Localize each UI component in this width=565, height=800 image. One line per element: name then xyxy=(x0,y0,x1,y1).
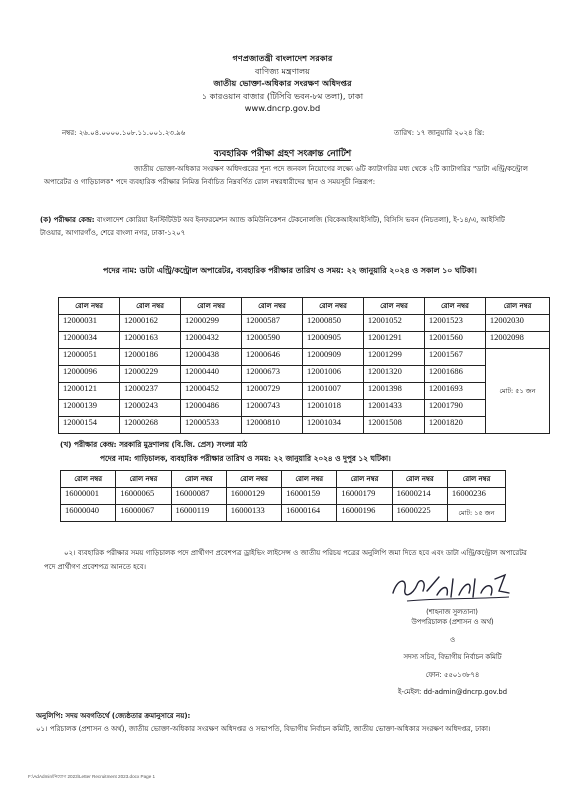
roll-number-cell: 12001790 xyxy=(424,400,485,417)
roll-number-cell: 12000186 xyxy=(119,349,180,366)
column-header: রোল নম্বর xyxy=(337,471,392,488)
column-header: রোল নম্বর xyxy=(171,471,226,488)
roll-number-cell: 12001006 xyxy=(302,366,363,383)
roll-number-cell: 12000486 xyxy=(180,400,241,417)
roll-number-cell: 12000139 xyxy=(59,400,120,417)
column-header: রোল নম্বর xyxy=(363,298,424,315)
roll-number-cell: 12000121 xyxy=(59,383,120,400)
column-header: রোল নম্বর xyxy=(59,298,120,315)
roll-number-cell: 16000196 xyxy=(337,505,392,522)
roll-number-cell: 12001560 xyxy=(424,332,485,349)
roll-number-cell: 12001052 xyxy=(363,315,424,332)
total-count: মোট: ৫১ জন xyxy=(485,349,549,434)
section-b-post: পদের নাম: গাড়িচালক, ব্যবহারিক পরীক্ষার তারিখ ও সময়: ২২ জানুয়ারি ২০২৪ ও দুপুর ১২ ঘটিকা। xyxy=(100,454,391,463)
notice-subject xyxy=(0,146,565,161)
roll-number-cell: 16000164 xyxy=(282,505,337,522)
signer-role: সদস্য সচিব, বিভাগীয় নির্বাচন কমিটি xyxy=(403,653,502,661)
roll-number-cell: 12002098 xyxy=(485,332,549,349)
roll-number-cell: 16000087 xyxy=(171,488,226,505)
department-website: www.dncrp.gov.bd xyxy=(244,103,321,113)
roll-number-cell: 12001567 xyxy=(424,349,485,366)
roll-number-cell: 12001320 xyxy=(363,366,424,383)
column-header: রোল নম্বর xyxy=(447,471,505,488)
roll-number-cell: 16000214 xyxy=(392,488,447,505)
column-header: রোল নম্বর xyxy=(302,298,363,315)
signer-designation: উপপরিচালক (প্রশাসন ও অর্থ) xyxy=(411,618,494,626)
signer-phone: ফোন: ৫৫০১৩৮৭৪ xyxy=(425,670,480,679)
department-address: ১ কারওয়ান বাজার (টিসিবি ভবন-৮ম তলা), ঢাকা xyxy=(201,90,364,101)
signer-name: (শাহনাজ সুলতানা) xyxy=(426,608,478,616)
roll-number-cell: 16000001 xyxy=(61,488,116,505)
signer-details xyxy=(360,614,545,702)
roll-number-cell: 12000051 xyxy=(59,349,120,366)
roll-number-cell: 12001299 xyxy=(363,349,424,366)
roll-number-cell: 12001007 xyxy=(302,383,363,400)
roll-number-cell: 12000743 xyxy=(241,400,302,417)
table-header-row xyxy=(59,298,550,315)
roll-number-cell: 12001291 xyxy=(363,332,424,349)
roll-number-cell: 12000673 xyxy=(241,366,302,383)
roll-number-cell: 12000229 xyxy=(119,366,180,383)
table-row xyxy=(59,383,550,400)
roll-number-cell: 12000909 xyxy=(302,349,363,366)
roll-number-cell: 12000905 xyxy=(302,332,363,349)
letterhead xyxy=(0,52,565,115)
roll-number-cell: 12001398 xyxy=(363,383,424,400)
document-footer: F:\AdAdmin\নিয়োগ 2023\Letter Recruitment 2023.docx Page 1 xyxy=(28,774,156,779)
ministry-name: বাণিজ্য মন্ত্রণালয় xyxy=(254,65,310,76)
signature-area xyxy=(377,571,527,619)
roll-number-cell: 12000034 xyxy=(59,332,120,349)
table-row xyxy=(59,332,550,349)
roll-number-cell: 12000438 xyxy=(180,349,241,366)
roll-number-cell: 12000587 xyxy=(241,315,302,332)
roll-number-cell: 12000162 xyxy=(119,315,180,332)
copy-list xyxy=(36,710,536,736)
roll-number-cell: 16000119 xyxy=(171,505,226,522)
roll-number-cell: 16000159 xyxy=(282,488,337,505)
total-count: মোট: ১৫ জন xyxy=(447,505,505,522)
copy-item: ০১। পরিচালক (প্রশাসন ও অর্থ), জাতীয় ভোক্তা-অধিকার সংরক্ষণ অধিদপ্তর ও সভাপতি, বিভাগীয় নির্বাচন কমিটি, জাতীয় ভোক্তা-অধিকার সংরক্ষণ অধিদপ্তর, ঢাকা। xyxy=(36,725,491,733)
roll-number-cell: 12000299 xyxy=(180,315,241,332)
section-a-label: (ক) পরীক্ষার কেন্দ্র: xyxy=(40,216,95,224)
column-header: রোল নম্বর xyxy=(119,298,180,315)
intro-paragraph: জাতীয় ভোক্তা-অধিকার সংরক্ষণ অধিদপ্তরের শূন্য পদে জনবল নিয়োগের লক্ষ্যে ৬টি ক্যাটাগরির মধ্য থেকে ২টি ক্যাটাগরির "ডাটা এন্ট্রি/কন্ট্রোল অপারেটর ও গাড়িচালক" পদে ব্যবহারিক পরীক্ষার নিমিত্ত নির্বাচিত নিম্নবর্ণিত রোল নম্বরধারীদের স্থান ও সময়সূচী নিম্নরূপ: xyxy=(44,165,528,186)
roll-number-cell: 12001508 xyxy=(363,417,424,434)
roll-number-cell: 16000040 xyxy=(61,505,116,522)
signer-and: ও xyxy=(449,635,455,644)
instruction-note: ০২। ব্যবহারিক পরীক্ষার সময় গাড়িচালক পদে প্রার্থীগণ প্রবেশপত্র ড্রাইভিং লাইসেন্স ও জাতীয় পরিচয় পত্রের অনুলিপি জমা দিতে হবে এবং ডাটা এন্ট্রি/কন্ট্রোল অপারেটর পদে প্রার্থীগণ প্রবেশপত্র আনতে হবে। xyxy=(44,549,527,571)
column-header: রোল নম্বর xyxy=(61,471,116,488)
section-a-centre xyxy=(40,214,530,240)
column-header: রোল নম্বর xyxy=(485,298,549,315)
subject-text: ব্যবহারিক পরীক্ষা গ্রহণ সংক্রান্ত নোটিশ xyxy=(213,149,352,159)
section-a-post: পদের নাম: ডাটা এন্ট্রি/কন্ট্রোল অপারেটর, ব্যবহারিক পরীক্ষার তারিখ ও সময়: ২২ জানুয়ারি ২০২৪ ও সকাল ১০ ঘটিকা। xyxy=(103,266,477,275)
roll-number-cell: 16000065 xyxy=(116,488,171,505)
roll-number-cell: 12000850 xyxy=(302,315,363,332)
roll-number-cell: 12000154 xyxy=(59,417,120,434)
table-row xyxy=(59,400,550,417)
roll-number-cell: 16000236 xyxy=(447,488,505,505)
roll-number-cell: 12001433 xyxy=(363,400,424,417)
roll-number-cell: 12000432 xyxy=(180,332,241,349)
roll-number-cell: 12001820 xyxy=(424,417,485,434)
roll-number-cell: 12001693 xyxy=(424,383,485,400)
section-b-centre: (খ) পরীক্ষার কেন্দ্র: সরকারি মুদ্রণালয় (বি.জি. প্রেস) সংলগ্ন মাঠ xyxy=(60,440,248,449)
column-header: রোল নম্বর xyxy=(116,471,171,488)
roll-number-cell: 16000133 xyxy=(226,505,281,522)
column-header: রোল নম্বর xyxy=(424,298,485,315)
roll-number-cell: 12001523 xyxy=(424,315,485,332)
table-row xyxy=(59,315,550,332)
table-row xyxy=(59,349,550,366)
signer-email: ই-মেইল: dd-admin@dncrp.gov.bd xyxy=(397,688,508,696)
table-row xyxy=(59,417,550,434)
roll-number-cell: 16000179 xyxy=(337,488,392,505)
roll-number-cell: 12000243 xyxy=(119,400,180,417)
table-header-row xyxy=(61,471,506,488)
column-header: রোল নম্বর xyxy=(282,471,337,488)
roll-number-cell: 16000067 xyxy=(116,505,171,522)
roll-number-cell: 12000646 xyxy=(241,349,302,366)
roll-number-cell: 16000225 xyxy=(392,505,447,522)
govt-name: গণপ্রজাতন্ত্রী বাংলাদেশ সরকার xyxy=(232,53,333,63)
roll-number-cell: 12000237 xyxy=(119,383,180,400)
roll-number-cell: 12000031 xyxy=(59,315,120,332)
roll-number-cell: 16000129 xyxy=(226,488,281,505)
roll-number-cell: 12001034 xyxy=(302,417,363,434)
memo-number: নম্বর: ২৬.০৪.০০০০.১০৮.১১.০০১.২৩.৯৬ xyxy=(62,129,186,137)
table-row xyxy=(59,366,550,383)
roll-number-cell: 12000729 xyxy=(241,383,302,400)
department-name: জাতীয় ভোক্তা-অধিকার সংরক্ষণ অধিদপ্তর xyxy=(213,78,352,88)
roll-number-cell: 12000590 xyxy=(241,332,302,349)
roll-number-cell: 12001686 xyxy=(424,366,485,383)
roll-number-cell: 12002030 xyxy=(485,315,549,332)
column-header: রোল নম্বর xyxy=(241,298,302,315)
table-row xyxy=(61,505,506,522)
column-header: রোল নম্বর xyxy=(226,471,281,488)
column-header: রোল নম্বর xyxy=(392,471,447,488)
roll-number-cell: 12000268 xyxy=(119,417,180,434)
roll-number-cell: 12000096 xyxy=(59,366,120,383)
roll-number-cell: 12000810 xyxy=(241,417,302,434)
roll-table-data-entry xyxy=(58,297,550,434)
section-a-centre-text: বাংলাদেশ কোরিয়া ইনস্টিটিউট অব ইনফরমেশন অ্যান্ড কমিউনিকেশন টেকনোলজি (বিকেআইআইসিটি), বিসিসি ভবন (নিচতলা), ই-১৪/এ, আইসিটি টাওয়ার, আগারগাঁও, শেরে বাংলা নগর, ঢাকা-১২০৭ xyxy=(40,216,505,237)
handwritten-signature xyxy=(387,571,517,605)
roll-table-driver xyxy=(60,470,506,522)
roll-number-cell: 12000452 xyxy=(180,383,241,400)
column-header: রোল নম্বর xyxy=(180,298,241,315)
copy-heading: অনুলিপি: সদয় অবগতির্থে (জ্যেষ্ঠতার ক্রমানুসারে নয়): xyxy=(36,712,191,720)
memo-date: তারিখ: ১৭ জানুয়ারি ২০২৪ খ্রি: xyxy=(394,129,485,137)
roll-number-cell: 12000533 xyxy=(180,417,241,434)
roll-number-cell: 12000163 xyxy=(119,332,180,349)
roll-number-cell: 12000440 xyxy=(180,366,241,383)
roll-number-cell: 12001018 xyxy=(302,400,363,417)
table-row xyxy=(61,488,506,505)
